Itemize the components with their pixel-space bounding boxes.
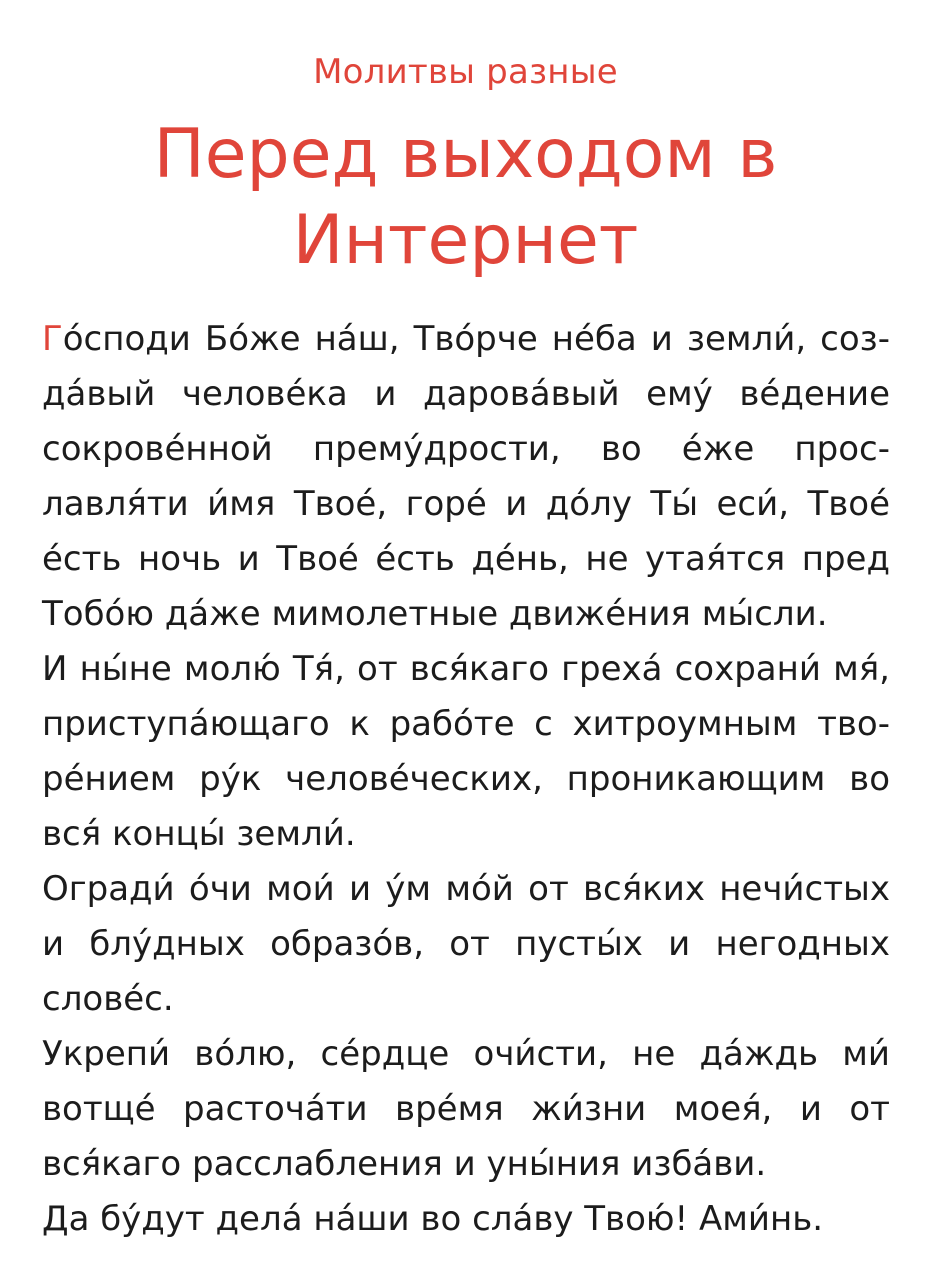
prayer-paragraph-4: Укрепи́ во́лю, се́рдце очи́сти, не да́ждь ми́ вотще́ расточа́ти вре́мя жи́зни моея́, и от вся́каго расслабления и уны́ния избáви.: [42, 1034, 890, 1184]
prayer-paragraph-1: [42, 312, 890, 642]
paragraph-text: о́споди Бо́же на́ш, Тво́рче не́ба и земли́, соз-да́вый челове́ка и дарова́вый ему́ ве́дение сокрове́нной прему́дрости, во е́же прос-лавля́ти и́мя Твое́, горе́ и до́лу Ты́ еси́, Твое́ е́сть ночь и Твое́ е́сть де́нь, не утая́тся пред Тобо́ю да́же мимолетные движе́ния мы́сли.: [42, 319, 890, 634]
category-heading: Молитвы разные: [313, 52, 618, 92]
prayer-paragraph-5: Да бу́дут дела́ на́ши во сла́ву Твою́! Ами́нь.: [42, 1199, 824, 1239]
prayer-body: [42, 312, 890, 1247]
initial-letter: Г: [42, 319, 63, 359]
prayer-paragraph-3: Огради́ о́чи мои́ и у́м мо́й от вся́ких нечи́стых и блу́дных образо́в, от пусты́х и негодных слове́с.: [42, 869, 890, 1019]
prayer-paragraph-2: И ны́не молю́ Тя́, от вся́каго греха́ сохрани́ мя́, приступа́ющаго к рабо́те с хитроумным тво-ре́нием ру́к челове́ческих, проникающим во вся́ концы́ земли́.: [42, 649, 890, 854]
prayer-title: Перед выходом в Интернет: [153, 115, 778, 280]
